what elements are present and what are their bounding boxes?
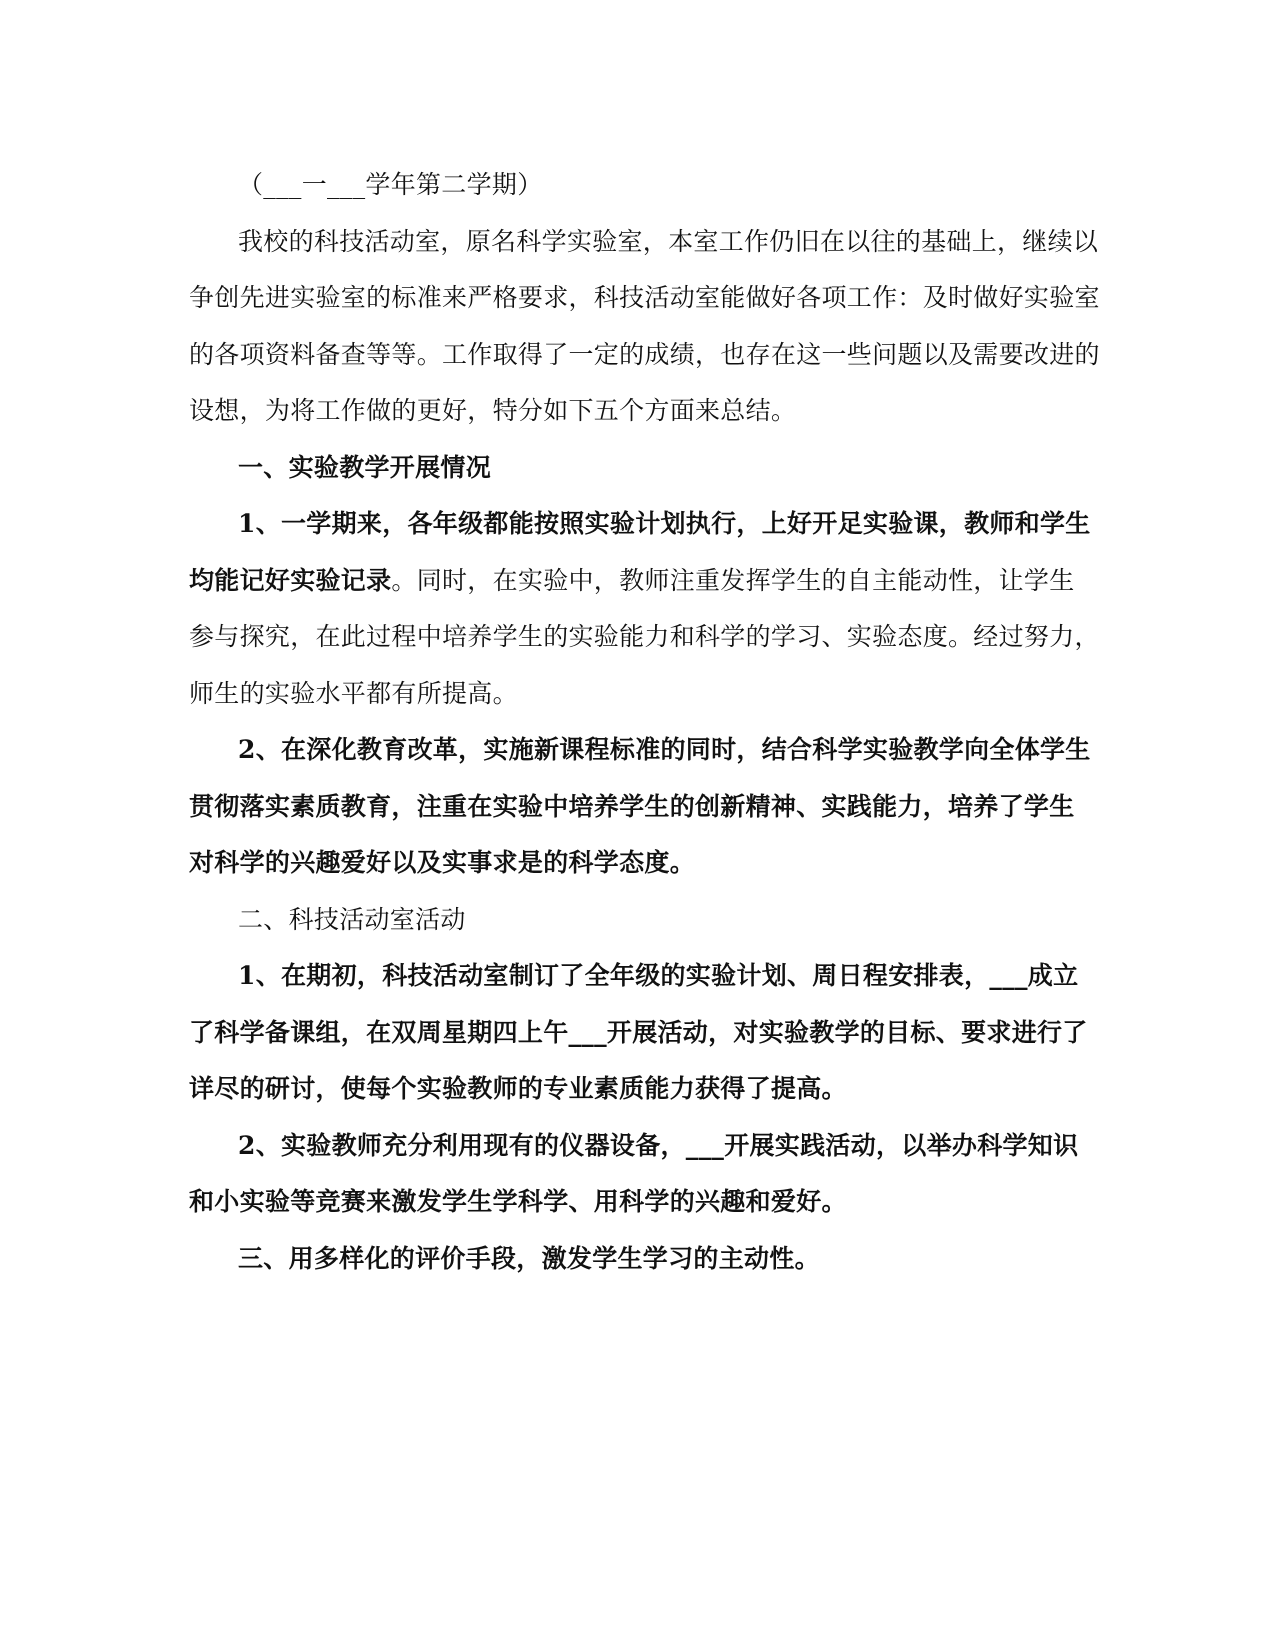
section-heading: 三、用多样化的评价手段，激发学生学习的主动性。 bbox=[238, 1244, 820, 1273]
section-heading: 一、实验教学开展情况 bbox=[238, 453, 492, 482]
paragraph-line: 1、一学期来，各年级都能按照实验计划执行，上好开足实验课，教师和学生 bbox=[238, 509, 1091, 538]
intro-line: 争创先进实验室的标准来严格要求，科技活动室能做好各项工作：及时做好实验室 bbox=[189, 283, 1100, 312]
paragraph-line: 详尽的研讨，使每个实验教师的专业素质能力获得了提高。 bbox=[189, 1074, 847, 1103]
paragraph-line: 参与探究，在此过程中培养学生的实验能力和科学的学习、实验态度。经过努力， bbox=[189, 622, 1100, 651]
paragraph-line: 师生的实验水平都有所提高。 bbox=[189, 679, 518, 708]
normal-fragment: 。同时，在实验中，教师注重发挥学生的自主能动性，让学生 bbox=[391, 566, 1075, 595]
paragraph-line: 对科学的兴趣爱好以及实事求是的科学态度。 bbox=[189, 848, 696, 877]
paragraph-line: 1、在期初，科技活动室制订了全年级的实验计划、周日程安排表，___成立 bbox=[238, 961, 1079, 990]
paragraph-line: 贯彻落实素质教育，注重在实验中培养学生的创新精神、实践能力，培养了学生 bbox=[189, 792, 1075, 821]
intro-line: 的各项资料备查等等。工作取得了一定的成绩，也存在这一些问题以及需要改进的 bbox=[189, 340, 1100, 369]
paragraph-line: 了科学备课组，在双周星期四上午___开展活动，对实验教学的目标、要求进行了 bbox=[189, 1018, 1088, 1047]
intro-line: 设想，为将工作做的更好，特分如下五个方面来总结。 bbox=[189, 396, 797, 425]
paragraph-line bbox=[189, 564, 1075, 598]
bold-fragment: 均能记好实验记录 bbox=[189, 566, 392, 595]
paragraph-line: 和小实验等竞赛来激发学生学科学、用科学的兴趣和爱好。 bbox=[189, 1187, 847, 1216]
paragraph-line: 2、实验教师充分利用现有的仪器设备，___开展实践活动，以举办科学知识 bbox=[238, 1131, 1079, 1160]
section-heading: 二、科技活动室活动 bbox=[238, 905, 466, 934]
document-subtitle: （___一___学年第二学期） bbox=[238, 170, 543, 199]
intro-line: 我校的科技活动室，原名科学实验室，本室工作仍旧在以往的基础上，继续以 bbox=[238, 227, 1099, 256]
paragraph-line: 2、在深化教育改革，实施新课程标准的同时，结合科学实验教学向全体学生 bbox=[238, 735, 1091, 764]
